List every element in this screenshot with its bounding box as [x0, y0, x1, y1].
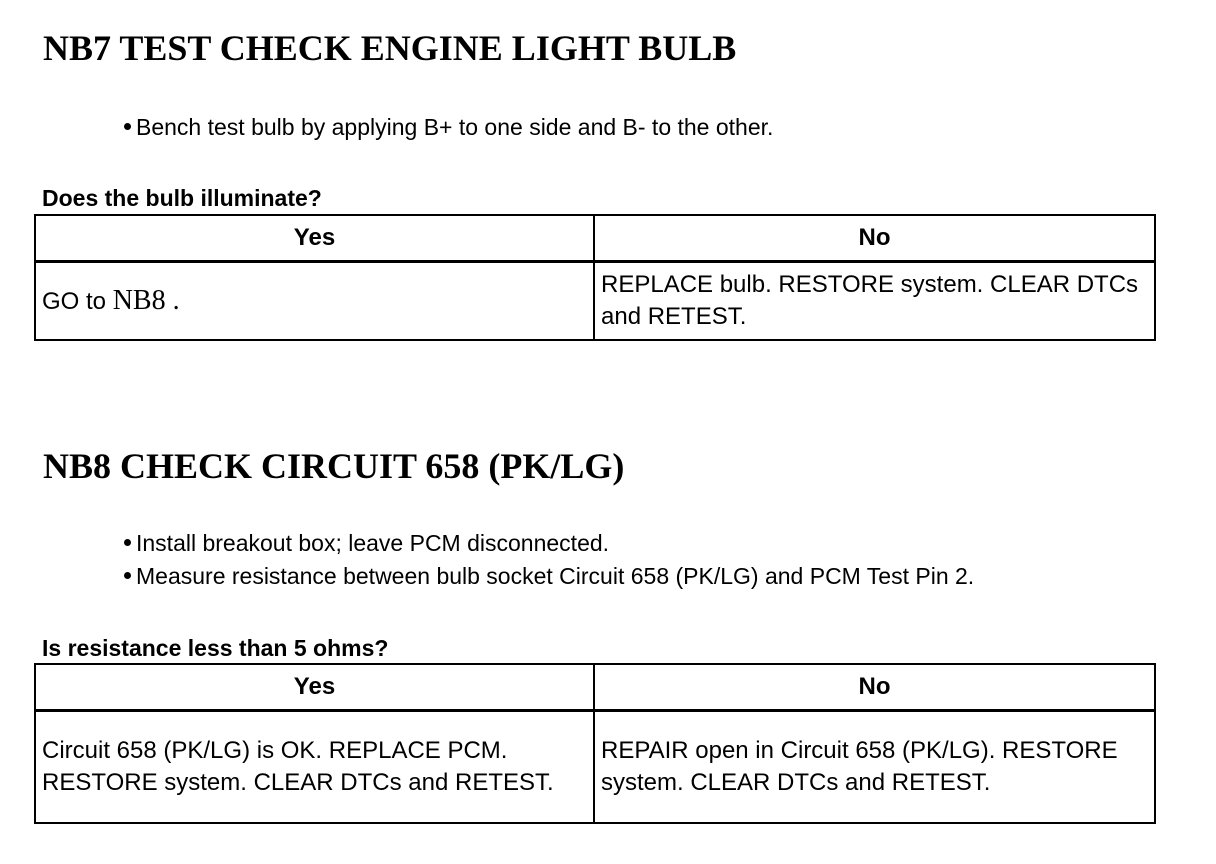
answer-table-nb8	[34, 663, 1156, 824]
answer-table-nb7	[34, 214, 1156, 341]
bullet-icon	[124, 539, 131, 546]
table-header-row	[35, 664, 1155, 711]
bullet-icon	[124, 123, 131, 130]
table-row	[35, 711, 1155, 824]
yes-action-text: GO to	[42, 287, 113, 315]
yes-cell: Circuit 658 (PK/LG) is OK. REPLACE PCM. RESTORE system. CLEAR DTCs and RETEST.	[35, 711, 594, 824]
no-cell: REPLACE bulb. RESTORE system. CLEAR DTCs and RETEST.	[594, 262, 1155, 341]
table-row	[35, 262, 1155, 341]
header-no: No	[594, 215, 1155, 262]
nb8-link[interactable]: NB8 .	[112, 284, 180, 316]
no-cell: REPAIR open in Circuit 658 (PK/LG). RESTORE system. CLEAR DTCs and RETEST.	[594, 711, 1155, 824]
bullet-icon	[124, 572, 131, 579]
header-yes: Yes	[35, 664, 594, 711]
bullet-item	[124, 527, 974, 560]
yes-cell	[35, 262, 594, 341]
bullet-item	[124, 560, 974, 593]
table-header-row	[35, 215, 1155, 262]
bullet-list-nb7	[124, 111, 773, 144]
bullet-text: Bench test bulb by applying B+ to one side and B- to the other.	[136, 114, 774, 140]
bullet-item	[124, 111, 773, 144]
section-title-nb8: NB8 CHECK CIRCUIT 658 (PK/LG)	[43, 446, 625, 486]
header-yes: Yes	[35, 215, 594, 262]
bullet-text: Measure resistance between bulb socket Circuit 658 (PK/LG) and PCM Test Pin 2.	[136, 563, 975, 589]
section-title-nb7: NB7 TEST CHECK ENGINE LIGHT BULB	[43, 28, 737, 68]
header-no: No	[594, 664, 1155, 711]
question-nb8: Is resistance less than 5 ohms?	[42, 635, 389, 661]
bullet-text: Install breakout box; leave PCM disconnected.	[136, 530, 610, 556]
question-nb7: Does the bulb illuminate?	[42, 185, 322, 211]
bullet-list-nb8	[124, 527, 974, 593]
